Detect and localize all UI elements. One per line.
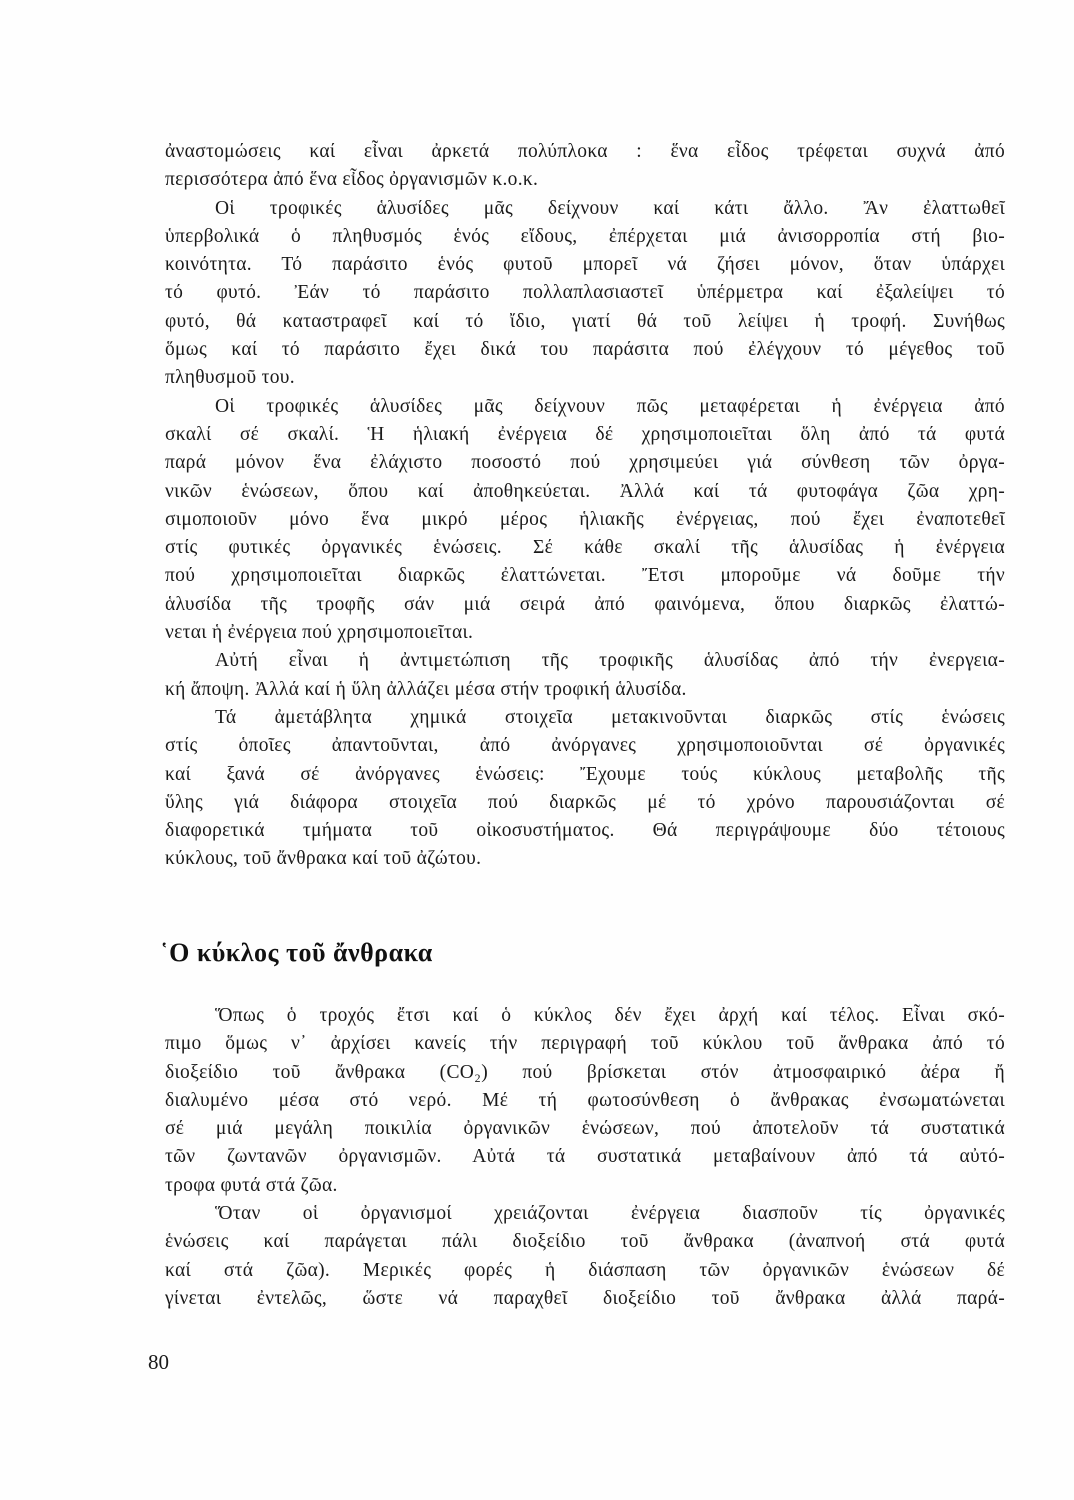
text-line: παρά μόνον ἕνα ἐλάχιστο ποσοστό πού χρησιμεύει γιά σύνθεση τῶν ὀργα- [165,452,1005,474]
text-line: Οἱ τροφικές ἁλυσίδες μᾶς δείχνουν καί κάτι ἄλλο. Ἄν ἐλαττωθεῖ [215,197,1005,219]
text-line: Ὅπως ὁ τροχός ἔτσι καί ὁ κύκλος δέν ἔχει ἀρχή καί τέλος. Εἶναι σκό- [215,1005,1005,1026]
paragraph [165,1200,1005,1313]
section-heading: ῾Ο κύκλος τοῦ ἄνθρακα [160,938,433,967]
text-line: περισσότερα ἀπό ἕνα εἶδος ὀργανισμῶν κ.ο.κ. [165,169,539,191]
page-number: 80 [148,1350,169,1374]
paragraph [165,195,1005,393]
paragraph [165,647,1005,704]
text-line: σέ μιά μεγάλη ποικιλία ὀργανικῶν ἑνώσεων, πού ἀποτελοῦν τά συστατικά [165,1118,1005,1140]
paragraph [165,1002,1005,1200]
text-line: φυτό, θά καταστραφεῖ καί τό ἴδιο, γιατί θά τοῦ λείψει ἡ τροφή. Συνήθως [165,310,1005,332]
text-line: νεται ἡ ἐνέργεια πού χρησιμοποιεῖται. [165,622,474,644]
text-line: γίνεται ἐντελῶς, ὥστε νά παραχθεῖ διοξείδιο τοῦ ἄνθρακα ἀλλά παρά- [165,1287,1005,1309]
text-line: νικῶν ἑνώσεων, ὅπου καί ἀποθηκεύεται. Ἀλλά καί τά φυτοφάγα ζῶα χρη- [165,480,1005,502]
text-line: πληθυσμοῦ του. [165,367,295,389]
text-line: κή ἄποψη. Ἀλλά καί ἡ ὕλη ἀλλάζει μέσα στήν τροφική ἁλυσίδα. [165,678,687,700]
text-line: καί στά ζῶα). Μερικές φορές ἡ διάσπαση τῶν ὀργανικῶν ἑνώσεων δέ [165,1259,1005,1281]
text-line: Ὅταν οἱ ὀργανισμοί χρειάζονται ἐνέργεια διασποῦν τίς ὀργανικές [215,1203,1005,1225]
text-line: ἀναστομώσεις καί εἶναι ἀρκετά πολύπλοκα : ἕνα εἶδος τρέφεται συχνά ἀπό [165,141,1005,162]
text-line: ἁλυσίδα τῆς τροφῆς σάν μιά σειρά ἀπό φαινόμενα, ὅπου διαρκῶς ἐλαττώ- [165,593,1005,615]
text-line: καί ξανά σέ ἀνόργανες ἑνώσεις: Ἔχουμε τούς κύκλους μεταβολῆς τῆς [165,763,1005,785]
text-line: ὅμως καί τό παράσιτο ἔχει δικά του παράσιτα πού ἐλέγχουν τό μέγεθος τοῦ [165,339,1005,361]
text-line: τροφα φυτά στά ζῶα. [165,1174,338,1196]
text-line: Αὐτή εἶναι ἡ ἀντιμετώπιση τῆς τροφικῆς ἁλυσίδας ἀπό τήν ἐνεργεια- [215,650,1005,672]
text-line: στίς ὁποῖες ἀπαντοῦνται, ἀπό ἀνόργανες χρησιμοποιοῦνται σέ ὀργανικές [165,735,1005,757]
text-line: Τά ἀμετάβλητα χημικά στοιχεῖα μετακινοῦνται διαρκῶς στίς ἑνώσεις [215,706,1005,728]
text-line: πού χρησιμοποιεῖται διαρκῶς ἐλαττώνεται. Ἔτσι μποροῦμε νά δοῦμε τήν [165,565,1005,587]
paragraph [165,138,1005,195]
text-line: σκαλί σέ σκαλί. Ἡ ἡλιακή ἐνέργεια δέ χρησιμοποιεῖται ὅλη ἀπό τά φυτά [165,423,1005,445]
text-line: τό φυτό. Ἐάν τό παράσιτο πολλαπλασιαστεῖ ὑπέρμετρα καί ἐξαλείψει τό [165,282,1005,304]
text-line: ἑνώσεις καί παράγεται πάλι διοξείδιο τοῦ ἄνθρακα (ἀναπνοή στά φυτά [165,1231,1005,1253]
body-text-upper [165,138,1005,874]
text-line: κύκλους, τοῦ ἄνθρακα καί τοῦ ἀζώτου. [165,848,482,870]
text-line: Οἱ τροφικές ἁλυσίδες μᾶς δείχνουν πῶς μεταφέρεται ἡ ἐνέργεια ἀπό [215,395,1005,417]
text-line: σιμοποιοῦν μόνο ἕνα μικρό μέρος ἡλιακῆς ἐνέργειας, πού ἔχει ἐναποτεθεῖ [165,508,1005,530]
text-line: διαφορετικά τμήματα τοῦ οἰκοσυστήματος. Θά περιγράψουμε δύο τέτοιους [165,820,1005,842]
text-line: διαλυμένο μέσα στό νερό. Μέ τή φωτοσύνθεση ὁ ἄνθρακας ἐνσωματώνεται [165,1089,1005,1111]
body-text-lower [165,1002,1005,1313]
text-line: στίς φυτικές ὀργανικές ἑνώσεις. Σέ κάθε σκαλί τῆς ἁλυσίδας ἡ ἐνέργεια [165,537,1005,559]
paragraph [165,393,1005,648]
text-line: διοξείδιο τοῦ ἄνθρακα (CO₂) πού βρίσκεται στόν ἀτμοσφαιρικό ἀέρα ἤ [165,1061,1005,1083]
text-line: ὑπερβολικά ὁ πληθυσμός ἑνός εἴδους, ἐπέρχεται μιά ἀνισορροπία στή βιο- [165,225,1005,247]
text-line: κοινότητα. Τό παράσιτο ἑνός φυτοῦ μπορεῖ νά ζήσει μόνον, ὅταν ὑπάρχει [165,254,1005,276]
text-line: ὕλης γιά διάφορα στοιχεῖα πού διαρκῶς μέ τό χρόνο παρουσιάζονται σέ [165,791,1005,813]
paragraph [165,704,1005,874]
text-line: πιμο ὅμως ν᾽ ἀρχίσει κανείς τήν περιγραφή τοῦ κύκλου τοῦ ἄνθρακα ἀπό τό [165,1033,1005,1055]
text-line: τῶν ζωντανῶν ὀργανισμῶν. Αὐτά τά συστατικά μεταβαίνουν ἀπό τά αὐτό- [165,1146,1005,1168]
